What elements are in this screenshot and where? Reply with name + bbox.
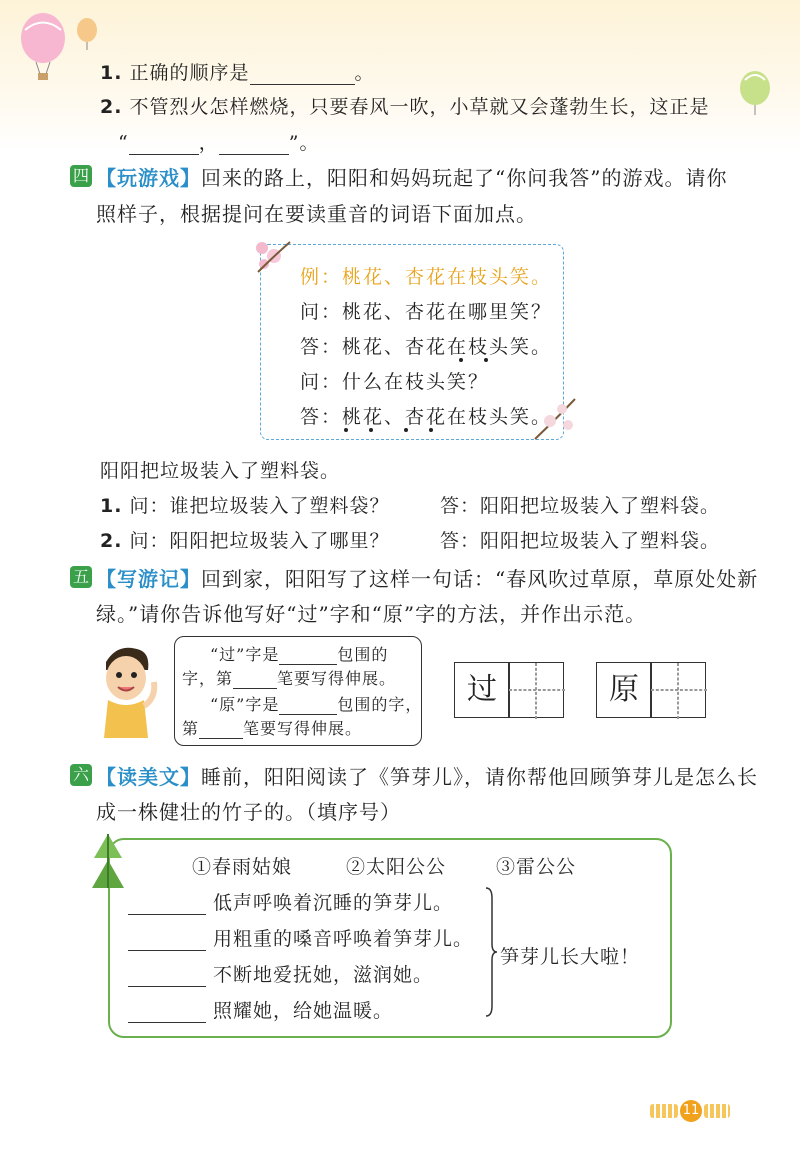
section-badge-4: 四 xyxy=(70,165,92,187)
char-grid-guo-practice[interactable] xyxy=(508,662,564,718)
bubble-line-2: 字，第 笔要写得伸展。 xyxy=(182,669,397,688)
qa-item-1-answer[interactable]: 答：阳阳把垃圾装入了塑料袋。 xyxy=(440,495,721,517)
brace xyxy=(484,886,498,1018)
yuan-enclosure-blank[interactable] xyxy=(279,696,337,715)
char-grid-yuan-model xyxy=(596,662,652,718)
option-2: ②太阳公公 xyxy=(346,856,447,878)
emphasis-dot xyxy=(459,358,463,362)
reading-row-1: 低声呼唤着沉睡的笋芽儿。 xyxy=(128,888,453,915)
guo-enclosure-blank[interactable] xyxy=(279,646,337,665)
char-grid-yuan-practice[interactable] xyxy=(650,662,706,718)
reading-row-3: 不断地爱抚她，滋润她。 xyxy=(128,960,433,987)
base-sentence: 阳阳把垃圾装入了塑料袋。 xyxy=(100,460,341,482)
qa-item-2-answer[interactable]: 答：阳阳把垃圾装入了塑料袋。 xyxy=(440,530,721,552)
bamboo-shoot-icon xyxy=(88,830,128,900)
emphasis-dot xyxy=(484,358,488,362)
q2: 2. 不管烈火怎样燃烧，只要春风一吹，小草就又会蓬勃生长，这正是 xyxy=(100,96,710,118)
example-answer-1: 答：桃花、杏花在枝头笑。 xyxy=(300,336,553,358)
yuan-stroke-blank[interactable] xyxy=(199,720,243,739)
emphasis-dot xyxy=(369,428,373,432)
page-decoration xyxy=(704,1104,730,1118)
section6-title-line2: 成一株健壮的竹子的。（填序号） xyxy=(96,800,401,824)
balloon-icon xyxy=(10,10,100,85)
char-grid-guo-model xyxy=(454,662,510,718)
q2-answer: “ ， ”。 xyxy=(118,132,320,154)
qa-item-2-question: 2. 问：阳阳把垃圾装入了哪里？ xyxy=(100,530,390,552)
emphasis-dot xyxy=(429,428,433,432)
section6-title: 【读美文】睡前，阳阳阅读了《笋芽儿》，请你帮他回顾笋芽儿是怎么长 xyxy=(96,765,758,789)
reading-row-4: 照耀她，给她温暖。 xyxy=(128,996,393,1023)
section5-title-line2: 绿。”请你告诉他写好“过”字和“原”字的方法，并作出示范。 xyxy=(96,602,647,626)
qa-item-1-question: 1. 问：谁把垃圾装入了塑料袋？ xyxy=(100,495,390,517)
emphasis-dot xyxy=(344,428,348,432)
row-4-blank[interactable] xyxy=(128,1004,206,1023)
grid-guide xyxy=(509,689,565,691)
balloon-icon-right xyxy=(735,70,775,118)
row-2-blank[interactable] xyxy=(128,932,206,951)
page-decoration xyxy=(650,1104,678,1118)
q1-blank[interactable] xyxy=(250,66,355,85)
section-badge-6: 六 xyxy=(70,764,92,786)
char-guo: 过 xyxy=(467,672,497,707)
bubble-line-4: 第 笔要写得伸展。 xyxy=(182,719,363,738)
q1: 1. 正确的顺序是 。 xyxy=(100,62,375,84)
example-question-1: 问：桃花、杏花在哪里笑？ xyxy=(300,301,553,323)
boy-illustration xyxy=(88,640,168,740)
section4-title: 【玩游戏】回来的路上，阳阳和妈妈玩起了“你问我答”的游戏。请你 xyxy=(96,166,728,190)
emphasis-dot xyxy=(404,428,408,432)
section-badge-5: 五 xyxy=(70,566,92,588)
example-question-2: 问：什么在枝头笑？ xyxy=(300,371,490,393)
option-1: ①春雨姑娘 xyxy=(192,856,293,878)
flower-icon xyxy=(250,236,296,276)
bubble-line-3: “原”字是 包围的字， xyxy=(210,695,423,714)
section4-title-line2: 照样子，根据提问在要读重音的词语下面加点。 xyxy=(96,202,537,226)
page-number: 11 xyxy=(680,1100,702,1122)
reading-result: 笋芽儿长大啦！ xyxy=(500,946,641,968)
char-yuan: 原 xyxy=(609,672,639,707)
grid-guide xyxy=(677,663,679,719)
q2-blank-2[interactable] xyxy=(219,136,289,155)
q2-blank-1[interactable] xyxy=(129,136,199,155)
example-line: 例：桃花、杏花在枝头笑。 xyxy=(300,266,553,288)
section5-title: 【写游记】回到家，阳阳写了这样一句话：“春风吹过草原，草原处处新 xyxy=(96,567,759,591)
bubble-line-1: “过”字是 包围的 xyxy=(210,645,389,664)
guo-stroke-blank[interactable] xyxy=(233,670,277,689)
row-3-blank[interactable] xyxy=(128,968,206,987)
option-3: ③雷公公 xyxy=(496,856,577,878)
reading-row-2: 用粗重的嗓音呼唤着笋芽儿。 xyxy=(128,924,473,951)
example-answer-2: 答：桃花、杏花在枝头笑。 xyxy=(300,406,553,428)
row-1-blank[interactable] xyxy=(128,896,206,915)
grid-guide xyxy=(535,663,537,719)
grid-guide xyxy=(651,689,707,691)
